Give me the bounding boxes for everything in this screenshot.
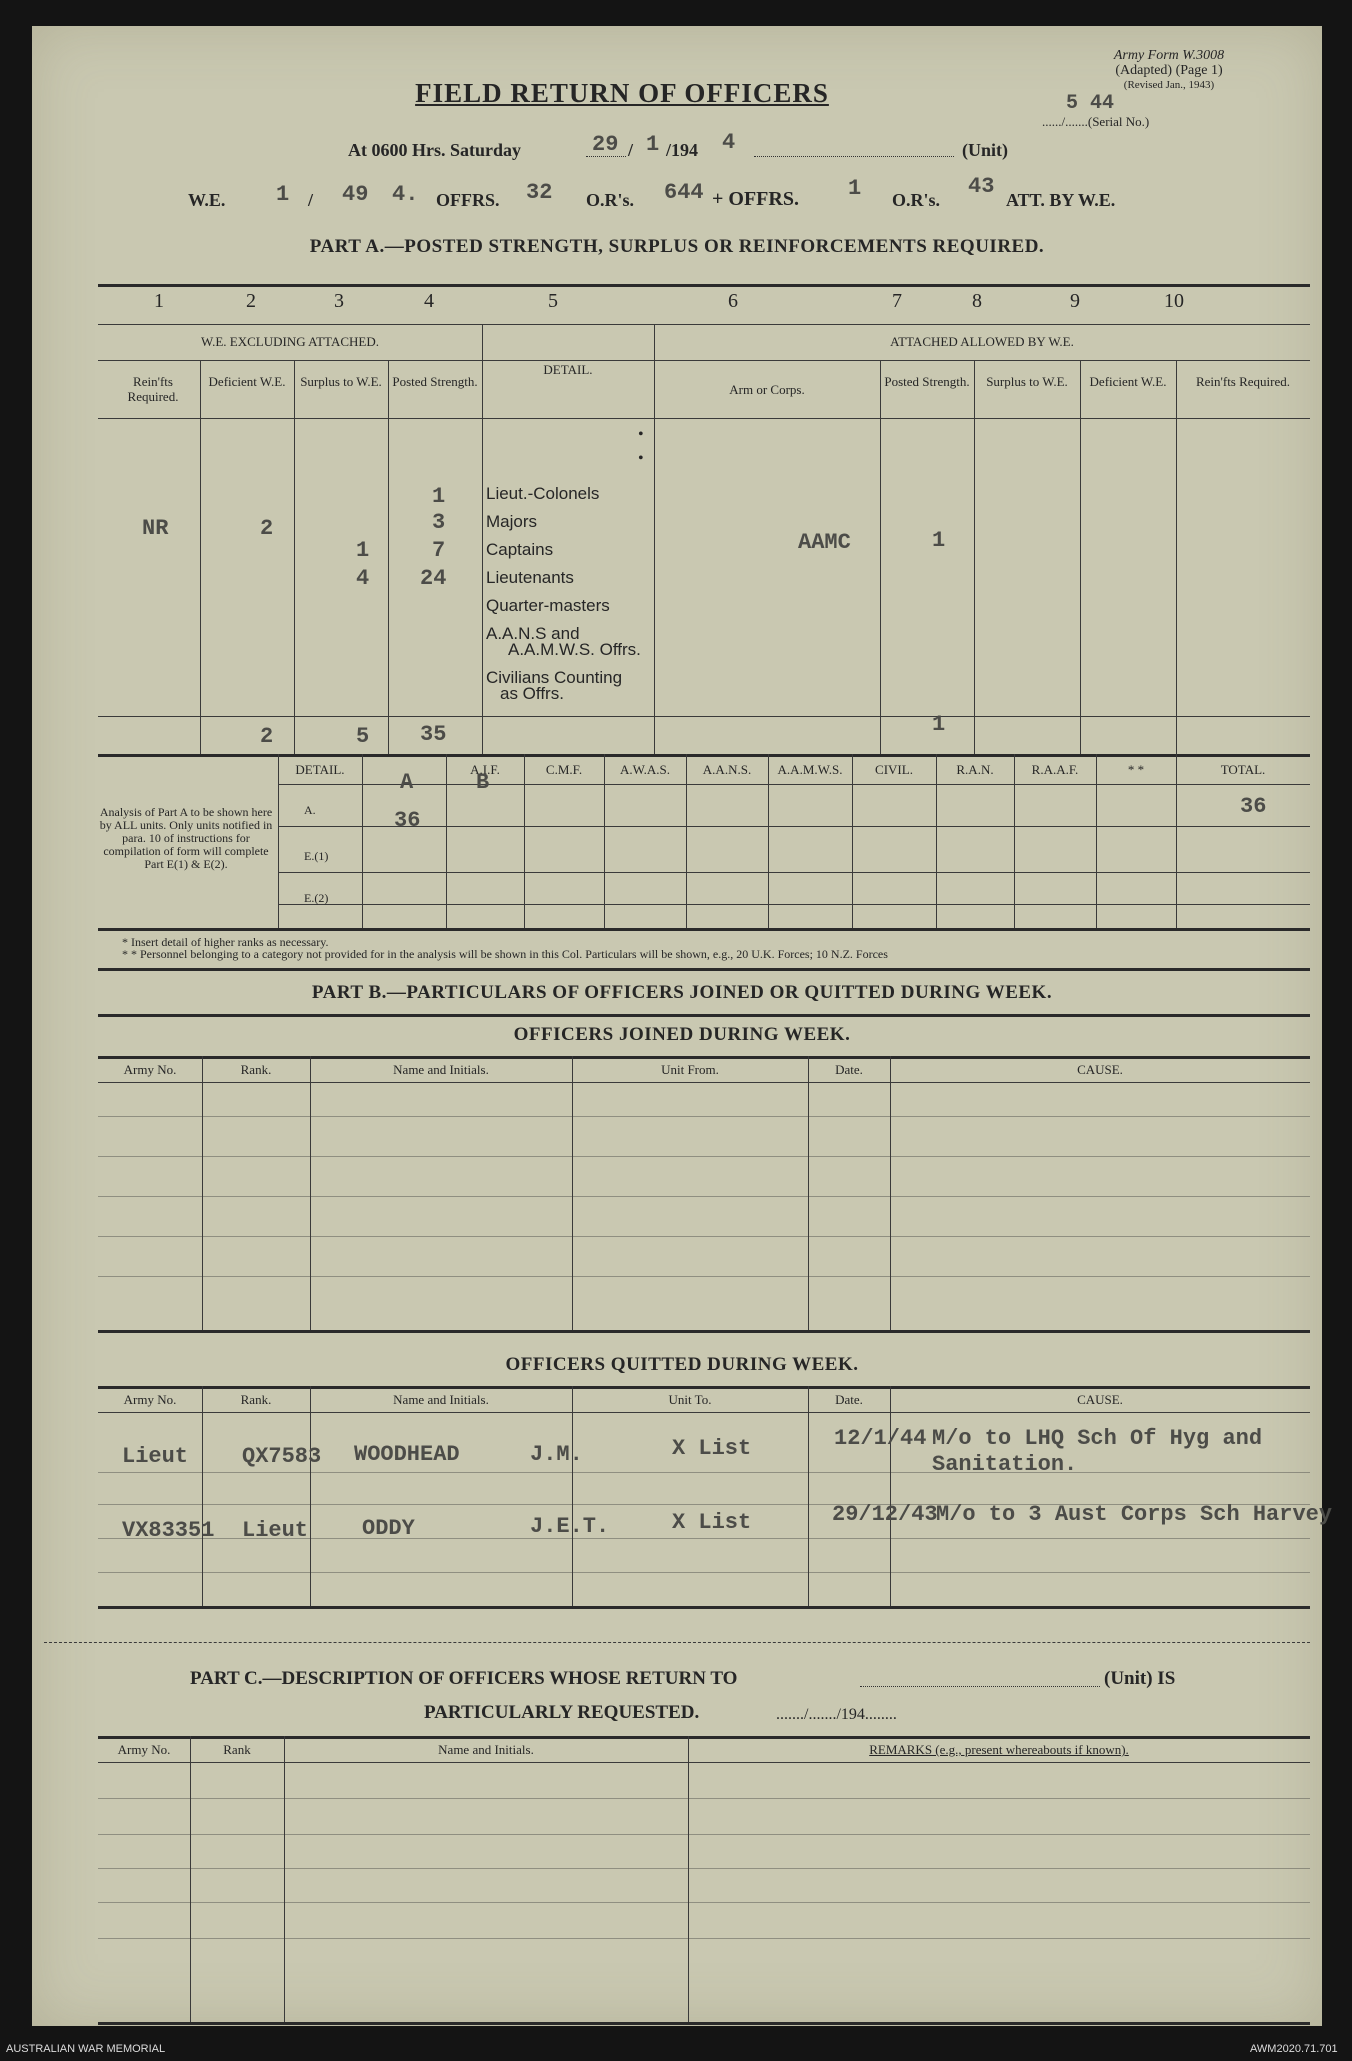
- form-sheet: Army Form W.3008 (Adapted) (Page 1) (Revised Jan., 1943) 5 44 ....../.......(Serial No.) FIELD RETURN OF OFFICERS At 0600 Hrs. Saturday 29 / 1 /194 4 (Unit) W.E. 1 / 49 4. OFFRS. 32 O.R's. 644 + OFFRS. 1 O.R's. 43 ATT. BY W.E. PART A.—POSTED STRENGTH, SURPLUS OR REINFORCEMENTS REQUIRED. 1 2 3 4 5 6 7 8 9 10 W.E. EXCLUDING ATTACHED. ATTACHED ALLOWED BY W.E. Rein'fts Required. Deficient W.E. Surplus to W.E. Posted Strength. DETAIL. Arm or Corps. Posted Strength. Surplus to W.E. Deficient W.E. Rein'fts Required. • • Lieut.-Colonels Majors Captains Lieutenants Quarter-masters A.A.N.S and A.A.M.W.S. Offrs. Civilians Counting as Offrs. NR 2 1 4 1 3 7 24 AAMC 1 2 5 35 1 Analysis of Part A to be shown here by ALL units. Only units notified in para. 10 of instructions for compilation of form will complete Part E(1) & E(2). DETAIL. A.I.F. C.M.F. A.W.A.S. A.A.N.S. A.A.M.W.S. CIVIL. R.A.N. R.A.A.F. * * TOTAL. A. E.(1) E.(2) A B 36 36 * Insert detail of higher ranks as necessary. * * Personnel belonging to a category not provided for in the analysis will be shown in this Col. Particulars will be shown, e.g., 20 U.K. Forces; 10 N.Z. Forces PART B.—PARTICULARS OF OFFICERS JOINED OR QUITTED DURING WEEK. OFFICERS JOINED DURING WEEK. Army No. Rank. Name and Initials. Unit From. Date. CAUSE. OFFICERS QUITTED DURING WEEK. Army No. Rank. Name and Initials. Unit To. Date. CAUSE. Lieut QX7583 WOODHEAD J.M. X List 12/1/44 M/o to LHQ Sch Of Hyg and Sanitation. VX83351 Lieut ODDY J.E.T. X List 29/12/43 M/o to 3 Aust Corps Sch Harvey PART C.—DESCRIPTION OF OFFICERS WHOSE RETURN TO (Unit) IS PARTICULARLY REQUESTED. ......./......./194........ Army No. Rank Name and Initials. REMARKS (e.g., present whereabouts if known).: [32, 26, 1322, 2026]
- an-hdr-civil: CIVIL.: [875, 762, 913, 777]
- an-hdr-cmf: C.M.F.: [545, 762, 583, 777]
- an-hdr-raaf: R.A.A.F.: [1031, 762, 1079, 777]
- typed-tot-posted: 35: [420, 722, 447, 747]
- group-we-excluding: W.E. EXCLUDING ATTACHED.: [201, 334, 379, 349]
- q2-date: 29/12/43: [832, 1502, 938, 1527]
- joined-hdr-date: Date.: [835, 1062, 863, 1077]
- an-row-e1: E.(1): [304, 849, 329, 863]
- at-year-prefix: /194: [666, 140, 699, 160]
- part-c-title-c: PARTICULARLY REQUESTED.: [424, 1702, 700, 1723]
- analysis-note: Analysis of Part A to be shown here by ALL units. Only units notified in para. 10 of instructions for compilation of form will complete Part E(1) & E(2).: [99, 805, 273, 871]
- part-b-title: PART B.—PARTICULARS OF OFFICERS JOINED OR QUITTED DURING WEEK.: [311, 982, 1053, 1003]
- offrs-val: 32: [526, 180, 553, 205]
- part-a-col-numbers: 1 2 3 4 5 6 7 8 9 10: [154, 290, 1184, 312]
- detail-civilians: Civilians Counting: [486, 668, 623, 687]
- typed-posted-maj: 3: [432, 510, 446, 535]
- joined-hdr-name: Name and Initials.: [393, 1062, 489, 1077]
- ors2-val: 43: [968, 174, 995, 199]
- q2-name: ODDY: [362, 1516, 415, 1541]
- ors-val: 644: [664, 180, 704, 205]
- q2-unit: X List: [672, 1510, 752, 1535]
- q1-army-no: Lieut: [122, 1444, 189, 1469]
- joined-hdr-cause: CAUSE.: [1077, 1062, 1123, 1077]
- hdr-att-deficient: Deficient W.E.: [1089, 374, 1167, 389]
- q1-name: WOODHEAD: [354, 1442, 460, 1467]
- plus-offrs-val: 1: [848, 176, 862, 201]
- hdr-att-surplus: Surplus to W.E.: [986, 374, 1068, 389]
- typed-surplus-lieut: 4: [356, 566, 370, 591]
- q1-date: 12/1/44: [834, 1426, 927, 1451]
- detail-captains: Captains: [486, 540, 554, 559]
- part-a-title: PART A.—POSTED STRENGTH, SURPLUS OR REINFORCEMENTS REQUIRED.: [309, 236, 1045, 257]
- quitted-hdr-unit-to: Unit To.: [668, 1392, 712, 1407]
- an-hdr-aans: A.A.N.S.: [702, 762, 752, 777]
- an-hdr-detail: DETAIL.: [295, 762, 345, 777]
- att-label: ATT. BY W.E.: [1006, 190, 1116, 210]
- quitted-hdr-rank: Rank.: [240, 1392, 272, 1407]
- detail-majors: Majors: [486, 512, 538, 531]
- c-hdr-rank: Rank: [223, 1742, 251, 1757]
- page-title: FIELD RETURN OF OFFICERS: [415, 78, 829, 108]
- quitted-hdr-date: Date.: [835, 1392, 863, 1407]
- serial-label: ....../.......(Serial No.): [1042, 114, 1150, 129]
- ors2-label: O.R's.: [892, 190, 941, 210]
- an-hdr-aif: A.I.F.: [470, 762, 500, 777]
- detail-lt-colonels: Lieut.-Colonels: [486, 484, 600, 503]
- an-hdr-awas: A.W.A.S.: [619, 762, 671, 777]
- q1-unit: X List: [672, 1436, 752, 1461]
- q2-initials: J.E.T.: [530, 1514, 610, 1539]
- detail-aans: A.A.N.S and: [486, 624, 580, 643]
- hdr-arm: Arm or Corps.: [729, 382, 805, 397]
- we-label: W.E.: [188, 190, 226, 210]
- at-month: 1: [646, 132, 660, 157]
- joined-hdr-rank: Rank.: [240, 1062, 272, 1077]
- at-year-digit: 4: [722, 130, 736, 155]
- ors-label: O.R's.: [586, 190, 635, 210]
- quitted-hdr-cause: CAUSE.: [1077, 1392, 1123, 1407]
- part-c-title-d: ......./......./194........: [776, 1706, 897, 1723]
- we-3: 4.: [392, 182, 419, 207]
- joined-hdr-unit-from: Unit From.: [661, 1062, 719, 1077]
- detail-quarter-masters: Quarter-masters: [486, 596, 610, 615]
- typed-posted-lieut: 24: [420, 566, 447, 591]
- form-id-line3: (Revised Jan., 1943): [1123, 79, 1215, 91]
- typed-tot-deficient: 2: [260, 724, 274, 749]
- c-hdr-remarks: REMARKS (e.g., present whereabouts if known).: [869, 1742, 1129, 1757]
- an-hdr-total: TOTAL.: [1220, 762, 1266, 777]
- footnote-2: * * Personnel belonging to a category not provided for in the analysis will be shown in this Col. Particulars will be shown, e.g., 20 U.K. Forces; 10 N.Z. Forces: [122, 947, 888, 961]
- form-id-line1: Army Form W.3008: [1113, 48, 1225, 63]
- footer-left: AUSTRALIAN WAR MEMORIAL: [6, 2043, 166, 2055]
- at-day: 29: [592, 132, 619, 157]
- detail-as-offrs: as Offrs.: [500, 684, 564, 703]
- hdr-att-reinfts: Rein'fts Required.: [1195, 374, 1291, 389]
- an-typed-a: A: [400, 770, 414, 795]
- plus-offrs-label: + OFFRS.: [712, 188, 799, 210]
- part-c-title-b: (Unit) IS: [1104, 1668, 1176, 1689]
- quitted-hdr-name: Name and Initials.: [393, 1392, 489, 1407]
- c-hdr-army-no: Army No.: [117, 1742, 171, 1757]
- q1-cause2: Sanitation.: [932, 1452, 1078, 1477]
- an-typed-b: B: [476, 770, 490, 795]
- typed-surplus-capt: 1: [356, 538, 370, 563]
- q2-rank: Lieut: [242, 1518, 309, 1543]
- footnote-1: * Insert detail of higher ranks as necessary.: [122, 935, 329, 949]
- an-typed-total: 36: [1240, 794, 1267, 819]
- an-row-e2: E.(2): [304, 891, 329, 905]
- hdr-detail: DETAIL.: [543, 362, 593, 377]
- hdr-posted: Posted Strength.: [392, 374, 478, 389]
- typed-posted-ltcol: 1: [432, 484, 446, 509]
- q2-army-no: VX83351: [122, 1518, 215, 1543]
- offrs-label: OFFRS.: [436, 190, 500, 210]
- group-attached: ATTACHED ALLOWED BY W.E.: [890, 334, 1074, 349]
- an-row-a: A.: [304, 803, 316, 817]
- unit-label: (Unit): [962, 140, 1008, 160]
- typed-deficient: 2: [260, 516, 274, 541]
- hdr-deficient: Deficient W.E.: [208, 374, 286, 389]
- typed-posted-capt: 7: [432, 538, 446, 563]
- typed-reinf: NR: [142, 516, 169, 541]
- typed-tot-surplus: 5: [356, 724, 370, 749]
- form-id: [1064, 48, 1274, 93]
- detail-lieutenants: Lieutenants: [486, 568, 574, 587]
- hdr-surplus: Surplus to W.E.: [300, 374, 382, 389]
- q2-cause: M/o to 3 Aust Corps Sch Harvey: [936, 1502, 1333, 1527]
- detail-aamws: A.A.M.W.S. Offrs.: [508, 640, 641, 659]
- quitted-hdr-army-no: Army No.: [123, 1392, 177, 1407]
- quitted-title: OFFICERS QUITTED DURING WEEK.: [505, 1354, 859, 1375]
- form-id-line2: (Adapted) (Page 1): [1115, 63, 1223, 78]
- joined-hdr-army-no: Army No.: [123, 1062, 177, 1077]
- typed-tot-att-posted: 1: [932, 712, 946, 737]
- typed-arm: AAMC: [798, 530, 851, 555]
- footer-right: AWM2020.71.701: [1250, 2043, 1338, 2055]
- q1-initials: J.M.: [530, 1442, 583, 1467]
- an-hdr-aamws: A.A.M.W.S.: [777, 762, 843, 777]
- at-line-prefix: At 0600 Hrs. Saturday: [348, 140, 522, 160]
- an-hdr-other: * *: [1127, 762, 1145, 777]
- an-hdr-ran: R.A.N.: [956, 762, 994, 777]
- an-typed-a-val: 36: [394, 808, 421, 833]
- we-1: 1: [276, 182, 290, 207]
- we-2: 49: [342, 182, 369, 207]
- joined-title: OFFICERS JOINED DURING WEEK.: [513, 1024, 851, 1045]
- q1-cause: M/o to LHQ Sch Of Hyg and: [932, 1426, 1263, 1451]
- typed-att-posted: 1: [932, 528, 946, 553]
- hdr-reinfts: Rein'fts Required.: [127, 374, 179, 404]
- part-c-title-a: PART C.—DESCRIPTION OF OFFICERS WHOSE RETURN TO: [190, 1668, 738, 1689]
- hdr-att-posted: Posted Strength.: [884, 374, 970, 389]
- c-hdr-name: Name and Initials.: [438, 1742, 534, 1757]
- serial-typed: 5 44: [1066, 92, 1115, 115]
- q1-rank: QX7583: [242, 1444, 322, 1469]
